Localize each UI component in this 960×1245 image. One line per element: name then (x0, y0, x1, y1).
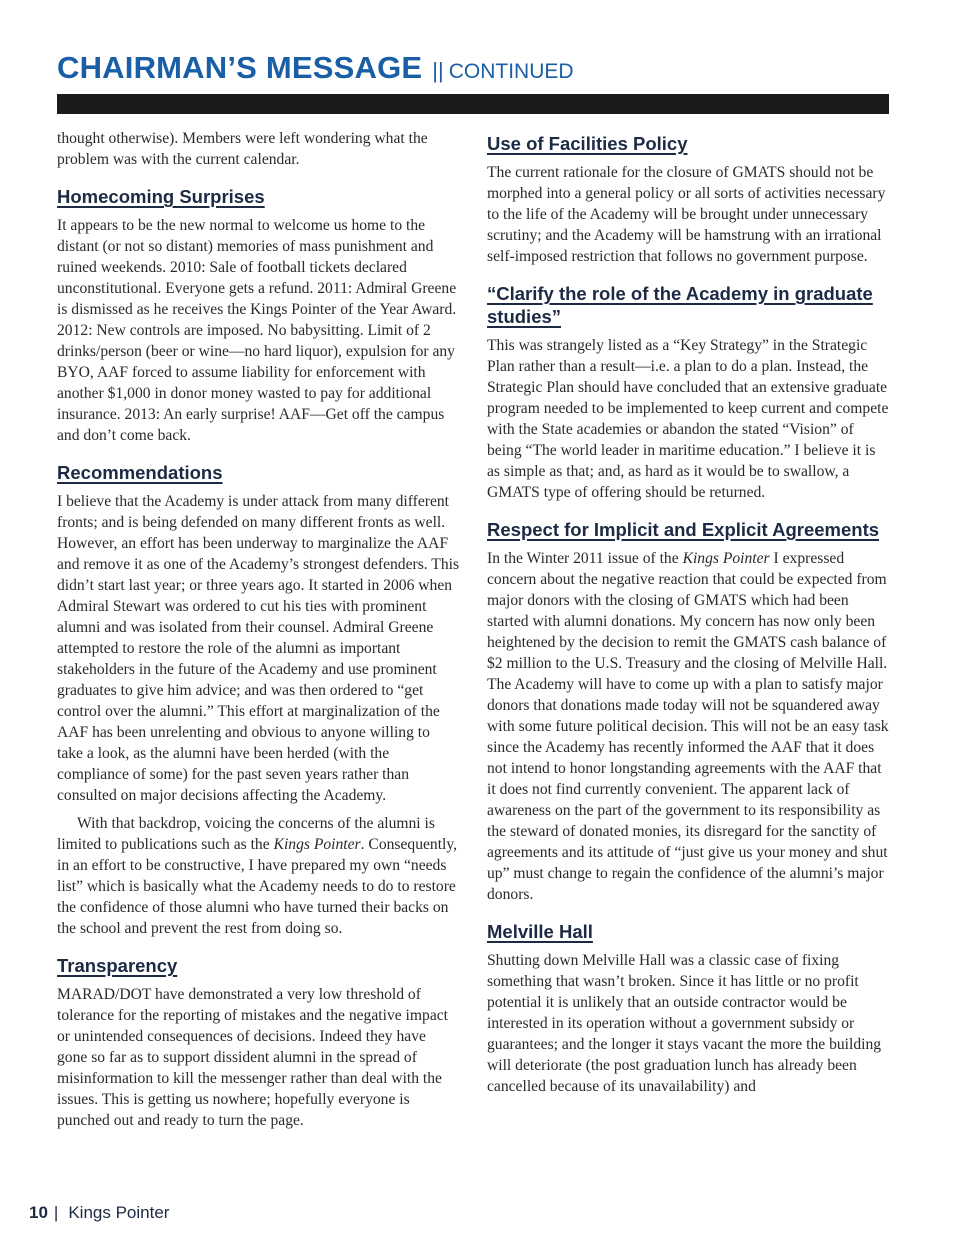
publication-name: Kings Pointer (682, 550, 770, 567)
heading-transparency: Transparency (57, 955, 178, 976)
page-number: 10 (29, 1203, 48, 1222)
homecoming-paragraph: It appears to be the new normal to welcome us home to the distant (or not so distant) memories of mass punishment and ruined weekends. 2010: Sale of football tickets declared unconstitutional. Everyone gets a refund. 2011: Admiral Greene is dismissed as he receives the Kings Pointer of the Year Award. 2012: New controls are imposed. No babysitting. Limit of 2 drinks/person (beer or wine—no hard liquor), expulsion for any BYO, AAF forced to assume liability for enforcement with another $1,000 in donor money wasted to pay for additional insurance. 2013: An early surprise! AAF—Get off the campus and don’t come back. (57, 217, 457, 444)
transparency-paragraph: MARAD/DOT have demonstrated a very low threshold of tolerance for the reporting of mistakes and the negative impact or unintended consequences of decisions. Indeed they have gone so far as to support dissident alumni in the spread of misinformation to kill the messenger rather than deal with the issues. This is getting us nowhere; hopefully everyone is punched out and ready to turn the page. (57, 986, 448, 1129)
publication-title: Kings Pointer (68, 1203, 170, 1222)
publication-name: Kings Pointer (273, 836, 361, 853)
left-column (57, 128, 459, 1131)
recommendations-paragraph-2: With that backdrop, voicing the concerns of the alumni is limited to publications such as the Kings Pointer. Consequently, in an effort to be constructive, I have prepared my own “needs list” which is basically what the Academy needs to do to restore the confidence of those alumni who have turned their backs on the school and prevent the rest from doing so. (57, 815, 458, 937)
page-footer (29, 1203, 169, 1223)
header-rule (57, 94, 889, 114)
right-column (487, 132, 892, 1097)
clarify-paragraph: This was strangely listed as a “Key Strategy” in the Strategic Plan rather than a result—i.e. a plan to do a plan. Instead, the Strategic Plan should have concluded that an extensive graduate program needed to be implemented to keep current and compete with the State academies or abandon the stated “Vision” of being “The world leader in maritime education.” I believe it is as simple as that; and, as hard as it would be to swallow, a GMATS type of offering should be returned. (487, 337, 889, 501)
header-separator: || (432, 58, 444, 83)
heading-clarify-role: “Clarify the role of the Academy in graduate studies” (487, 283, 873, 327)
footer-separator: | (53, 1203, 59, 1222)
page-header (57, 50, 897, 90)
facilities-paragraph: The current rationale for the closure of GMATS should not be morphed into a general policy or all sorts of activities necessary to the life of the Academy will be brought under unnecessary scrutiny; and the Academy will be hamstrung with an irrational self-imposed restriction that follows no government purpose. (487, 164, 886, 265)
respect-paragraph: In the Winter 2011 issue of the Kings Pointer I expressed concern about the negative reaction that could be expected from major donors with the closing of GMATS which had been started with alumni donations. My concern has now only been heightened by the decision to remit the GMATS cash balance of $2 million to the U.S. Treasury and the closing of Melville Hall. The Academy will have to come up with a plan to satisfy major donors that donations made today will not be squandered away with some future political decision. This will not be an easy task since the Academy has recently informed the AAF that it does not intend to honor longstanding agreements with the AAF that it does not find currently convenient. The apparent lack of awareness on the part of the government to its responsibility as the steward of donated monies, its disregard for the sanctity of agreements and its attitude of “just give us your money and shut up” must change to regain the confidence of the alumni’s major donors. (487, 550, 889, 903)
heading-homecoming-surprises: Homecoming Surprises (57, 186, 265, 207)
heading-recommendations: Recommendations (57, 462, 223, 483)
recommendations-paragraph-1: I believe that the Academy is under attack from many different fronts; and is being defended on many different fronts as well. However, an effort has been underway to marginalize the AAF and remove it as one of the Academy’s strongest defenders. This didn’t start last year; or three years ago. It started in 2006 when Admiral Stewart was ordered to cut his ties with prominent alumni and was isolated from their counsel. Admiral Greene attempted to restore the role of the alumni as important stakeholders in the future of the Academy and use prominent graduates to give him advice; and was then ordered to “get control over the alumni.” This effort at marginalization of the AAF has been unrelenting and obvious to anyone willing to take a look, as the alumni have been herded (with the compliance of some) for the past seven years rather than consulted on major decisions affecting the Academy. (57, 493, 460, 804)
melville-paragraph: Shutting down Melville Hall was a classic case of fixing something that wasn’t broken. Since it has little or no profit potential it is unlikely that an outside contractor would be interested in its operation without a government subsidy or guarantees; and the longer it stays vacant the more the building will deteriorate (the post graduation lunch has already been cancelled because of its unavailability) and (487, 952, 882, 1095)
heading-respect-agreements: Respect for Implicit and Explicit Agreements (487, 519, 880, 540)
section-title: CHAIRMAN’S MESSAGE (57, 50, 423, 85)
heading-melville-hall: Melville Hall (487, 921, 593, 942)
continued-label: CONTINUED (448, 60, 574, 83)
intro-paragraph: thought otherwise). Members were left wondering what the problem was with the current calendar. (57, 130, 428, 168)
heading-use-of-facilities-policy: Use of Facilities Policy (487, 133, 688, 154)
